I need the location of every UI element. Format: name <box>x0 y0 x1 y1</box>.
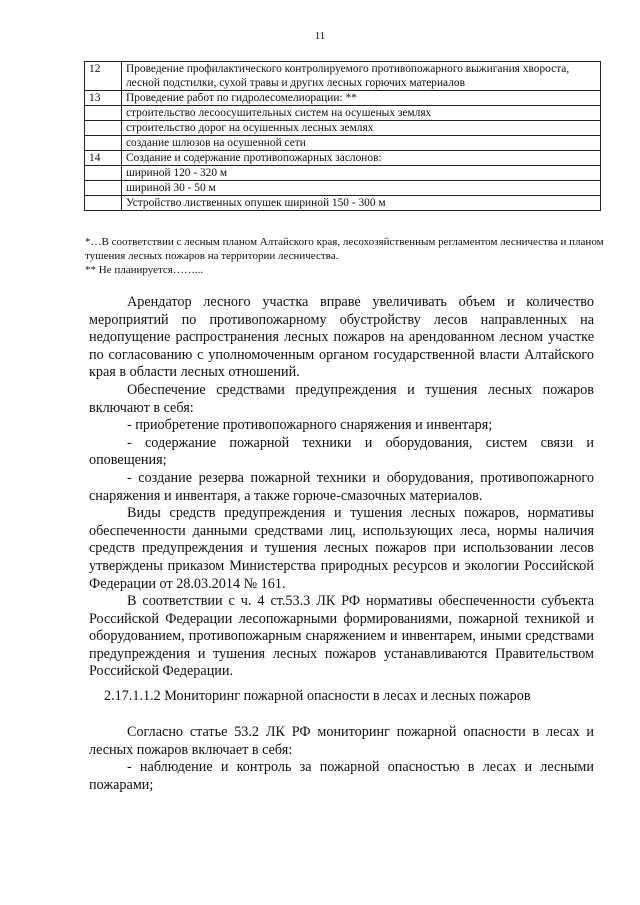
table-row <box>85 136 601 151</box>
row-number <box>85 106 122 121</box>
bullet-equipment: - приобретение противопожарного снаряжения и инвентаря; <box>127 417 493 434</box>
row-number <box>85 136 122 151</box>
row-text: строительство лесоосушительных систем на осушеных землях <box>122 106 601 121</box>
row-number <box>85 121 122 136</box>
row-text: Проведение профилактического контролируемого противопожарного выжигания хвороста, лесной подстилки, сухой травы и других лесных горючих материалов <box>122 62 601 91</box>
row-number: 12 <box>85 62 122 91</box>
table-row <box>85 62 601 91</box>
bullet-reserve: - создание резерва пожарной техники и оборудования, противопожарного снаряжения и инвентаря, а также горюче-смазочных материалов. <box>89 469 594 504</box>
section-heading: 2.17.1.1.2 Мониторинг пожарной опасности в лесах и лесных пожаров <box>104 688 531 704</box>
paragraph-federal-norms: В соответствии с ч. 4 ст.53.3 ЛК РФ нормативы обеспеченности субъекта Российской Федерации лесопожарными формированиями, пожарной техникой и оборудованием, противопожарным снаряжением и инвентарем, иными средствами предупреждения и тушения лесных пожаров устанавливаются Правительством Российской Федерации. <box>89 593 594 680</box>
paragraph-lessee-rights: Арендатор лесного участка вправе увеличивать объем и количество мероприятий по противопожарному обустройству лесов направленных на недопущение распространения лесных пожаров на арендованном лесном участке по согласованию с уполномоченным органом государственной власти Алтайского края в области лесных отношений. <box>89 294 594 381</box>
table-row <box>85 121 601 136</box>
row-text: шириной 120 - 320 м <box>122 166 601 181</box>
table-row <box>85 181 601 196</box>
row-number <box>85 166 122 181</box>
table-row <box>85 196 601 211</box>
row-text: Создание и содержание противопожарных заслонов: <box>122 151 601 166</box>
row-text: шириной 30 - 50 м <box>122 181 601 196</box>
page-number: 11 <box>314 30 326 42</box>
row-text: Проведение работ по гидролесомелиорации: ** <box>122 91 601 106</box>
paragraph-norms-order: Виды средств предупреждения и тушения лесных пожаров, нормативы обеспеченности данными средствами лиц, использующих леса, нормы наличия средств предупреждения и тушения лесных пожаров при использовании лесов утверждены приказом Министерства природных ресурсов и экологии Российской Федерации от 28.03.2014 № 161. <box>89 505 594 592</box>
body-text <box>89 294 594 681</box>
bullet-observation: - наблюдение и контроль за пожарной опасностью в лесах и лесными пожарами; <box>89 759 594 793</box>
footnote-not-planned: ** Не планируется……... <box>85 264 204 276</box>
footnote-plan: *…В соответствии с лесным планом Алтайского края, лесохозяйственным регламентом лесничества и планом тушения лесных пожаров на территории лесничества. <box>85 236 604 262</box>
table-row <box>85 166 601 181</box>
row-text: строительство дорог на осушенных лесных землях <box>122 121 601 136</box>
row-text: Устройство лиственных опушек шириной 150 - 300 м <box>122 196 601 211</box>
paragraph-monitoring: Согласно статье 53.2 ЛК РФ мониторинг пожарной опасности в лесах и лесных пожаров включает в себя: <box>89 724 594 758</box>
row-number: 13 <box>85 91 122 106</box>
fire-measures-table <box>84 61 601 211</box>
paragraph-fire-means: Обеспечение средствами предупреждения и тушения лесных пожаров включают в себя: <box>89 381 594 416</box>
monitoring-section <box>89 724 594 794</box>
table-row <box>85 106 601 121</box>
row-number <box>85 196 122 211</box>
table-row <box>85 91 601 106</box>
row-number <box>85 181 122 196</box>
table-row <box>85 151 601 166</box>
bullet-maintenance: - содержание пожарной техники и оборудования, систем связи и оповещения; <box>89 434 594 469</box>
row-text: создание шлюзов на осушенной сети <box>122 136 601 151</box>
footnotes <box>85 235 605 277</box>
row-number: 14 <box>85 151 122 166</box>
